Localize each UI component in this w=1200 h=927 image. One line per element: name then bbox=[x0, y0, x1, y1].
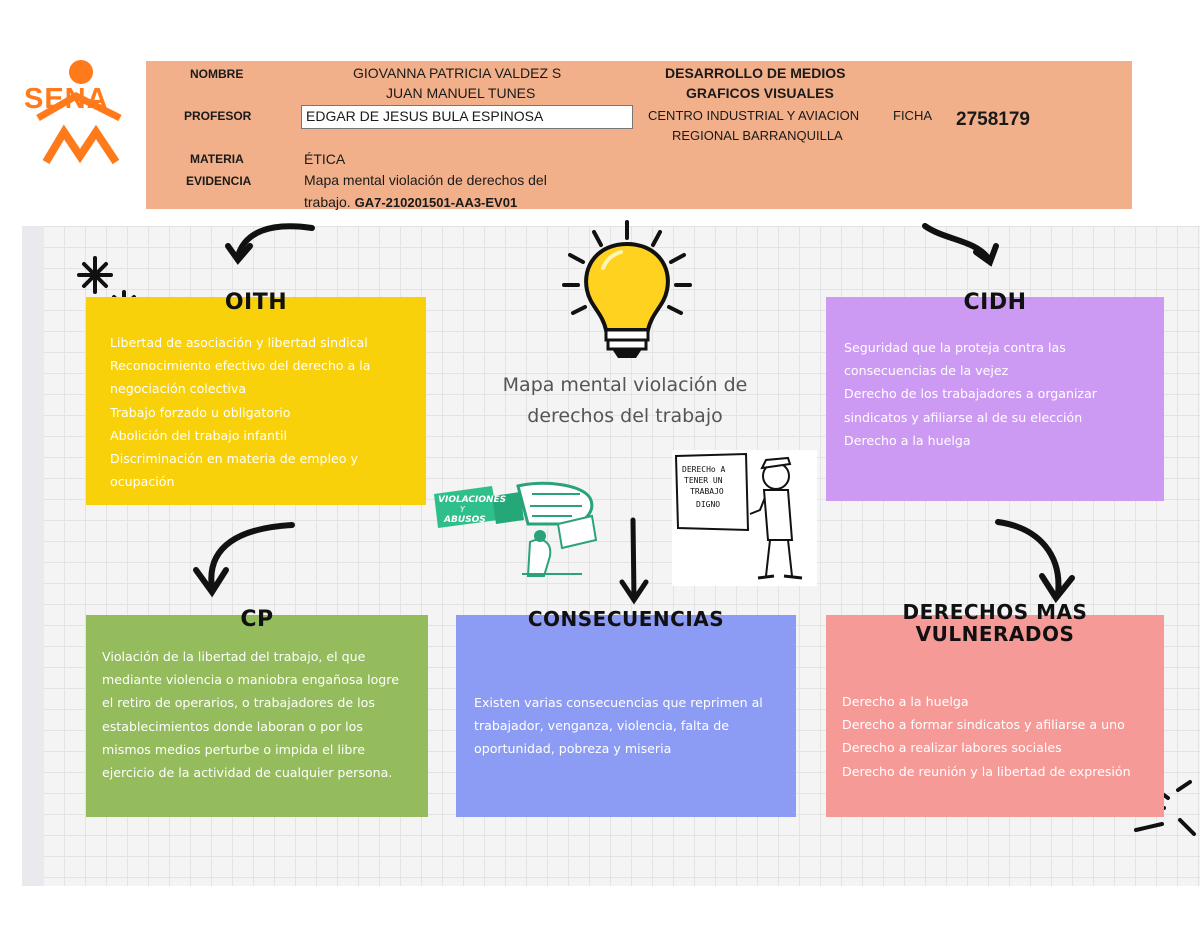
oith-item: Trabajo forzado u obligatorio bbox=[110, 404, 291, 420]
oith-item: Libertad de asociación y libertad sindical bbox=[110, 335, 368, 350]
cp-item: mismos medios perturbe o impida el libre bbox=[102, 741, 365, 757]
cp-item: el retiro de operarios, o trabajadores de los bbox=[102, 695, 375, 711]
derechos-card bbox=[826, 600, 1164, 817]
consecuencias-card bbox=[456, 607, 796, 817]
cidh-item: Seguridad que la proteja contra las bbox=[844, 340, 1066, 355]
oith-item: Abolición del trabajo infantil bbox=[110, 427, 287, 443]
violations-text-1: VIOLACIONES bbox=[438, 495, 507, 505]
consecuencias-item: Existen varias consecuencias que reprimen al bbox=[474, 695, 763, 710]
oith-item: Reconocimiento efectivo del derecho a la bbox=[110, 358, 371, 374]
consecuencias-item: oportunidad, pobreza y miseria bbox=[474, 741, 672, 757]
nombre-line-2: JUAN MANUEL TUNES bbox=[386, 85, 536, 101]
profesor-value: EDGAR DE JESUS BULA ESPINOSA bbox=[306, 108, 544, 124]
sena-logo-text: SENA bbox=[24, 83, 109, 115]
derechos-list bbox=[842, 690, 1157, 783]
sign-text-2: TENER UN bbox=[684, 476, 723, 485]
materia-value: ÉTICA bbox=[304, 151, 346, 167]
consecuencias-item: trabajador, venganza, violencia, falta de bbox=[474, 718, 729, 734]
materia-label: MATERIA bbox=[190, 152, 244, 166]
worker-sign-illustration bbox=[672, 450, 817, 586]
violations-text-2: Y bbox=[460, 505, 465, 514]
derechos-item: Derecho a realizar labores sociales bbox=[842, 740, 1062, 756]
cp-title: CP bbox=[240, 607, 274, 632]
cp-item: Violación de la libertad del trabajo, el que bbox=[102, 649, 366, 664]
cidh-item: consecuencias de la vejez bbox=[844, 363, 1009, 379]
ficha-label: FICHA bbox=[893, 108, 932, 123]
program-line-2: GRAFICOS VISUALES bbox=[686, 85, 834, 101]
consecuencias-list bbox=[474, 691, 777, 761]
oith-title: OITH bbox=[224, 290, 288, 315]
center-title-line-1: Mapa mental violación de bbox=[502, 374, 748, 396]
sparkle-icon bbox=[79, 258, 111, 292]
evidencia-line-1: Mapa mental violación de derechos del bbox=[304, 172, 547, 188]
sign-text-4: DIGNO bbox=[696, 500, 721, 509]
sign-text-1: DERECHo A bbox=[682, 465, 726, 474]
derechos-item: Derecho a formar sindicatos y afiliarse a uno bbox=[842, 717, 1125, 733]
cidh-item: Derecho de los trabajadores a organizar bbox=[844, 386, 1097, 402]
oith-item: Discriminación en materia de empleo y bbox=[110, 451, 358, 467]
violations-illustration bbox=[432, 480, 607, 578]
ficha-value: 2758179 bbox=[956, 109, 1030, 130]
oith-item: negociación colectiva bbox=[110, 381, 247, 397]
derechos-title-line-1: DERECHOS MAS bbox=[902, 600, 1088, 624]
cidh-title: CIDH bbox=[963, 290, 1027, 315]
derechos-title bbox=[826, 601, 1164, 645]
evidencia-code: GA7-210201501-AA3-EV01 bbox=[354, 195, 518, 210]
cp-item: mediante violencia o maniobra engañosa logre bbox=[102, 672, 399, 688]
oith-card bbox=[86, 290, 426, 505]
cp-card bbox=[86, 607, 428, 817]
violations-text-3: ABUSOS bbox=[444, 515, 486, 525]
cidh-item: Derecho a la huelga bbox=[844, 432, 971, 448]
oith-list bbox=[110, 331, 415, 493]
cidh-list bbox=[844, 336, 1149, 452]
cp-item: ejercicio de la actividad de cualquier persona. bbox=[102, 765, 393, 781]
derechos-item: Derecho a la huelga bbox=[842, 694, 969, 709]
arrow-center-down-icon bbox=[633, 520, 634, 598]
cp-list bbox=[102, 645, 409, 784]
nombre-label: NOMBRE bbox=[190, 67, 244, 81]
center-line-1: CENTRO INDUSTRIAL Y AVIACION bbox=[648, 108, 860, 123]
cp-item: establecimientos donde laboran o por los bbox=[102, 718, 363, 734]
cidh-item: sindicatos y afiliarse al de su elección bbox=[844, 409, 1083, 425]
derechos-title-line-2: VULNERADOS bbox=[915, 622, 1075, 646]
program-line-1: DESARROLLO DE MEDIOS bbox=[665, 65, 846, 81]
consecuencias-title: CONSECUENCIAS bbox=[527, 607, 725, 631]
oith-item: ocupación bbox=[110, 474, 175, 490]
cidh-card bbox=[826, 290, 1164, 501]
center-title-line-2: derechos del trabajo bbox=[527, 405, 723, 427]
evidencia-text: trabajo. bbox=[304, 194, 355, 210]
nombre-line-1: GIOVANNA PATRICIA VALDEZ S bbox=[353, 65, 562, 81]
lightbulb-icon bbox=[564, 222, 690, 358]
profesor-label: PROFESOR bbox=[184, 109, 252, 123]
map-center-title bbox=[490, 370, 760, 432]
sign-text-3: TRABAJO bbox=[690, 487, 724, 496]
evidencia-label: EVIDENCIA bbox=[186, 174, 252, 188]
center-line-2: REGIONAL BARRANQUILLA bbox=[672, 128, 843, 143]
derechos-item: Derecho de reunión y la libertad de expresión bbox=[842, 763, 1131, 779]
